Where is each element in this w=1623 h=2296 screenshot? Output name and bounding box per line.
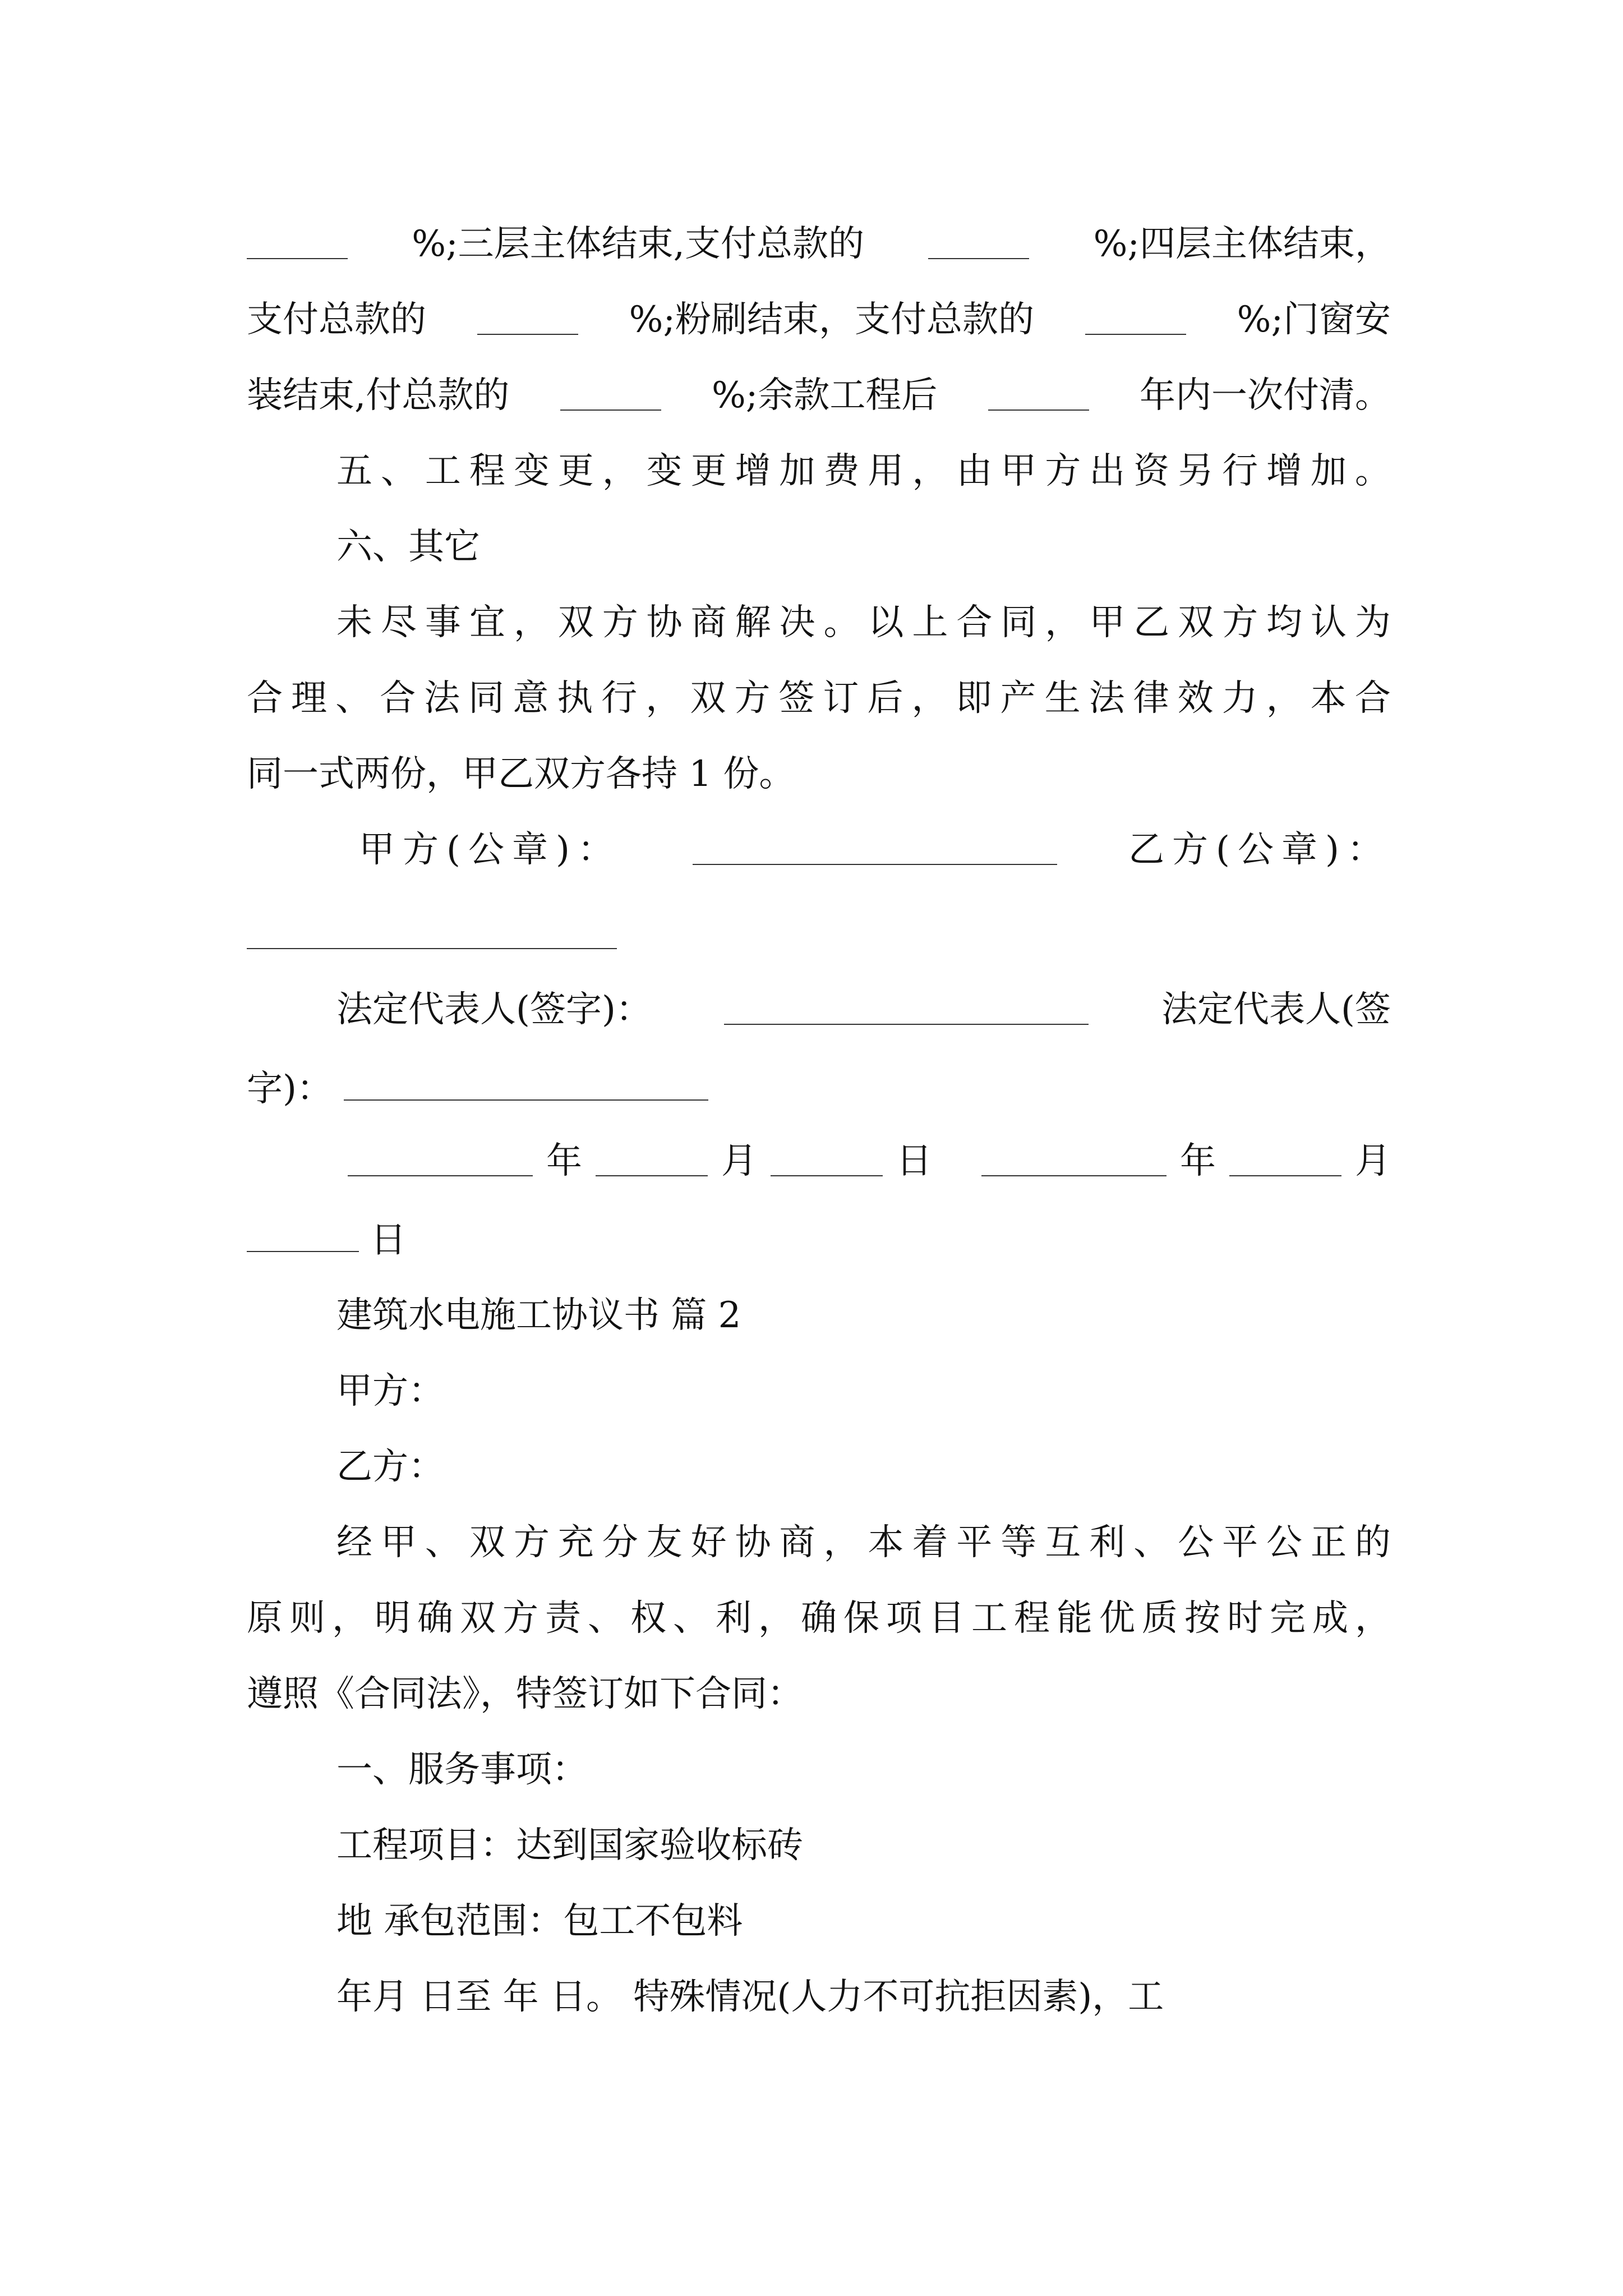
paragraph-line: 同一式两份，甲乙双方各持 1 份。 xyxy=(247,753,795,795)
blank-underline xyxy=(724,984,1089,1025)
blank-underline xyxy=(247,219,348,259)
section-title: 建筑水电施工协议书 篇 2 xyxy=(336,1295,741,1336)
date-row-cont xyxy=(247,1212,1391,1266)
blank-underline xyxy=(596,1136,708,1176)
party-a-seal-label: 甲方(公章)： xyxy=(359,829,621,871)
text-line-3 xyxy=(247,370,1391,421)
date-day-label: 日 xyxy=(896,1140,932,1182)
text-segment: %;四层主体结束， xyxy=(1093,223,1391,265)
date-year-label: 年 xyxy=(1180,1140,1216,1182)
signature-row-rep xyxy=(336,984,1391,1035)
text-segment: 支付总款的 xyxy=(247,299,426,341)
date-row xyxy=(348,1136,1391,1186)
blank-underline xyxy=(247,948,617,949)
text-line-1 xyxy=(247,219,1391,269)
paragraph-line: 合 理 、 合 法 同 意 执 行 ， 双 方 签 订 后 ， 即 产 生 法 律 效 力 ， 本 合 xyxy=(247,678,1391,719)
paragraph-line: 原 则 ， 明 确 双 方 责 、 权 、 利 ， 确 保 项 目 工 程 能 优 质 按 时 完 成 ， xyxy=(247,1598,1391,1639)
party-b-rep-label-cont: 字)： xyxy=(247,1068,333,1110)
blank-underline xyxy=(1229,1136,1341,1176)
blank-underline xyxy=(247,1212,359,1252)
paragraph-line: 未 尽 事 宜 ， 双 方 协 商 解 决 。 以 上 合 同 ， 甲 乙 双 方 均 认 为 xyxy=(336,602,1391,643)
blank-underline xyxy=(344,1060,708,1101)
date-year-label: 年 xyxy=(546,1140,582,1182)
scope-line: 地 承包范围：包工不包料 xyxy=(336,1901,743,1942)
clause-1-heading: 一、服务事项： xyxy=(336,1749,588,1791)
blank-underline xyxy=(988,370,1089,411)
clause-6-heading: 六、其它 xyxy=(336,526,480,568)
date-day-label: 日 xyxy=(370,1220,407,1261)
text-segment: %;余款工程后 xyxy=(711,375,938,416)
paragraph-line: 经 甲 、 双 方 充 分 友 好 协 商 ， 本 着 平 等 互 利 、 公 平 公 正 的 xyxy=(336,1522,1391,1563)
text-segment: %;粉刷结束，支付总款的 xyxy=(629,299,1034,341)
blank-underline xyxy=(477,295,578,335)
signature-row-rep-cont xyxy=(247,1060,1391,1114)
blank-underline xyxy=(771,1136,883,1176)
party-b-seal-label: 乙方(公章)： xyxy=(1128,829,1391,871)
blank-underline xyxy=(348,1136,533,1176)
date-month-label: 月 xyxy=(1355,1140,1391,1182)
date-month-label: 月 xyxy=(721,1140,757,1182)
blank-underline xyxy=(693,825,1057,865)
clause-5: 五 、 工 程 变 更 ， 变 更 增 加 费 用 ， 由 甲 方 出 资 另 行 增 加 。 xyxy=(336,450,1391,492)
text-segment: 装结束,付总款的 xyxy=(247,375,510,416)
text-segment: %;门窗安 xyxy=(1237,299,1391,341)
party-b-label: 乙方： xyxy=(336,1446,444,1488)
project-line: 工程项目：达到国家验收标砖 xyxy=(336,1825,803,1866)
text-segment: %;三层主体结束,支付总款的 xyxy=(412,223,865,265)
blank-underline xyxy=(981,1136,1166,1176)
blank-underline xyxy=(560,370,661,411)
schedule-line: 年月 日至 年 日。 特殊情况(人力不可抗拒因素)，工 xyxy=(336,1976,1164,2018)
paragraph-line: 遵照《合同法》，特签订如下合同： xyxy=(247,1673,803,1715)
blank-underline xyxy=(1085,295,1186,335)
party-a-label: 甲方： xyxy=(336,1370,444,1412)
blank-underline xyxy=(928,219,1029,259)
signature-row-seal xyxy=(359,825,1391,875)
text-line-2 xyxy=(247,295,1391,345)
party-a-rep-label: 法定代表人(签字)： xyxy=(336,989,652,1030)
party-b-rep-label: 法定代表人(签 xyxy=(1161,989,1391,1030)
text-segment: 年内一次付清。 xyxy=(1139,375,1391,416)
